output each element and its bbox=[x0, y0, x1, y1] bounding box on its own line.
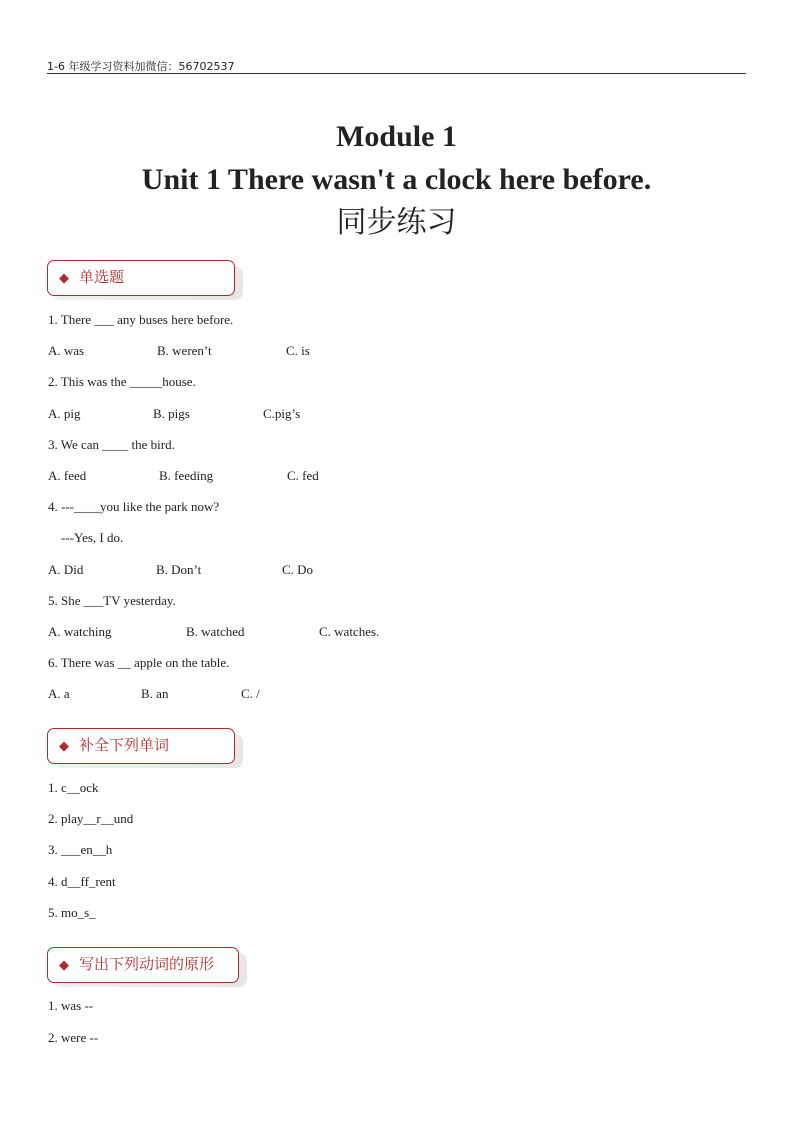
module-title: Module 1 bbox=[336, 120, 457, 153]
diamond-icon: ◆ bbox=[59, 739, 69, 754]
word-item-3: 3. ___en__h bbox=[48, 842, 113, 857]
question-6-option-c: C. / bbox=[241, 686, 260, 701]
question-5-option-a: A. watching bbox=[48, 624, 112, 639]
header-note: 1-6 年级学习资料加微信：56702537 bbox=[47, 60, 235, 73]
word-item-1: 1. c__ock bbox=[48, 780, 99, 795]
word-item-4: 4. d__ff_rent bbox=[48, 874, 116, 889]
question-6: 6. There was __ apple on the table. bbox=[48, 655, 230, 670]
section-header-choice bbox=[47, 260, 235, 296]
verb-item-2: 2. were -- bbox=[48, 1030, 99, 1045]
section-title-complete: 补全下列单词 bbox=[79, 736, 170, 754]
exercise-subtitle: 同步练习 bbox=[336, 205, 457, 240]
unit-title: Unit 1 There wasn't a clock here before. bbox=[141, 163, 652, 196]
header-divider bbox=[47, 73, 746, 74]
question-4-reply: ---Yes, I do. bbox=[61, 530, 124, 545]
question-3-option-a: A. feed bbox=[48, 468, 87, 483]
question-4: 4. ---____you like the park now? bbox=[48, 499, 220, 514]
question-4-option-b: B. Don’t bbox=[156, 562, 202, 577]
question-6-option-b: B. an bbox=[141, 686, 169, 701]
question-2-option-a: A. pig bbox=[48, 406, 81, 421]
section-title-verbs: 写出下列动词的原形 bbox=[79, 955, 215, 973]
section-header-complete bbox=[47, 728, 235, 764]
word-item-2: 2. play__r__und bbox=[48, 811, 134, 826]
question-2-option-c: C.pig’s bbox=[263, 406, 301, 421]
question-6-option-a: A. a bbox=[48, 686, 70, 701]
section-label bbox=[59, 260, 124, 296]
question-2-option-b: B. pigs bbox=[153, 406, 190, 421]
question-1: 1. There ___ any buses here before. bbox=[48, 312, 234, 327]
title-block bbox=[0, 116, 793, 244]
diamond-icon: ◆ bbox=[59, 958, 69, 973]
verb-item-1: 1. was -- bbox=[48, 998, 94, 1013]
diamond-icon: ◆ bbox=[59, 271, 69, 286]
question-3: 3. We can ____ the bird. bbox=[48, 437, 175, 452]
question-3-option-b: B. feeding bbox=[159, 468, 214, 483]
section-header-verbs bbox=[47, 947, 239, 983]
question-5: 5. She ___TV yesterday. bbox=[48, 593, 176, 608]
question-3-option-c: C. fed bbox=[287, 468, 319, 483]
word-item-5: 5. mo_s_ bbox=[48, 905, 96, 920]
question-1-option-c: C. is bbox=[286, 343, 310, 358]
section-label bbox=[59, 947, 214, 983]
question-4-option-a: A. Did bbox=[48, 562, 84, 577]
question-4-option-c: C. Do bbox=[282, 562, 314, 577]
section-title-choice: 单选题 bbox=[79, 268, 125, 286]
question-5-option-c: C. watches. bbox=[319, 624, 380, 639]
question-1-option-b: B. weren’t bbox=[157, 343, 212, 358]
question-5-option-b: B. watched bbox=[186, 624, 245, 639]
question-1-option-a: A. was bbox=[48, 343, 85, 358]
section-label bbox=[59, 728, 169, 764]
question-2: 2. This was the _____house. bbox=[48, 374, 196, 389]
